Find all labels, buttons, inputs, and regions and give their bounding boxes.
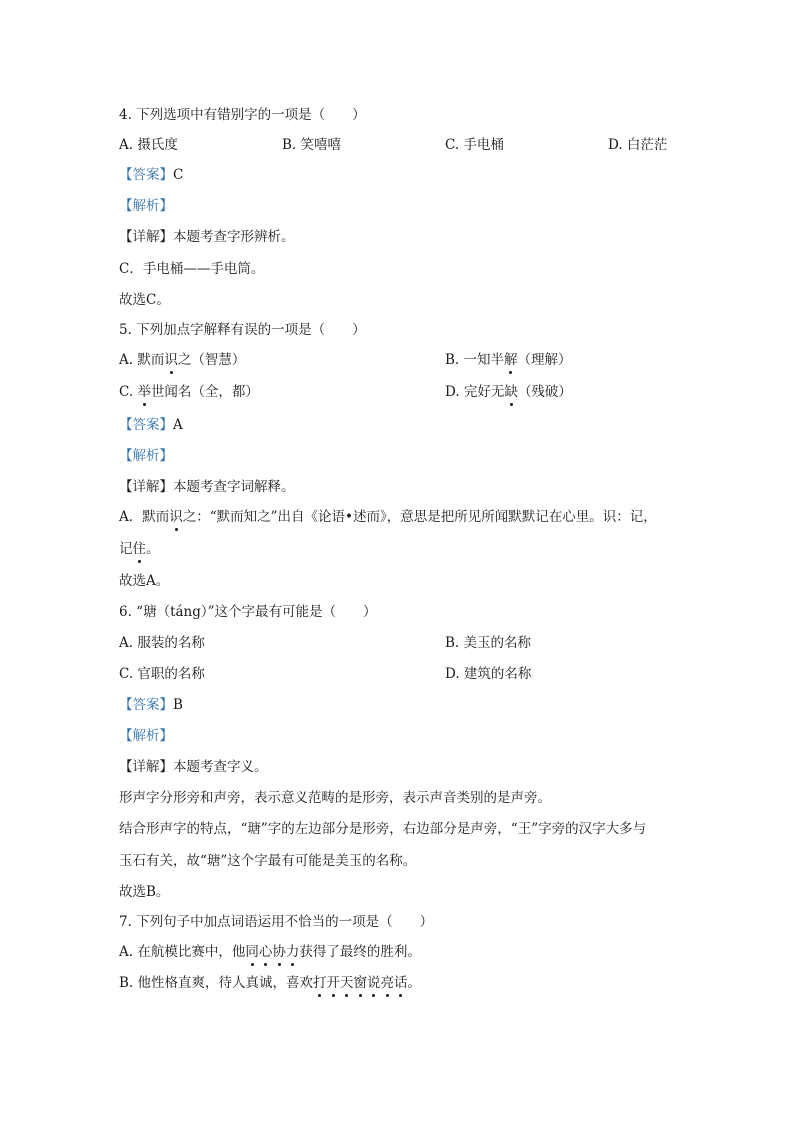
emphasis-dot-char: 解 bbox=[504, 352, 518, 368]
q6-option-d: D. 建筑的名称 bbox=[445, 666, 532, 682]
q6-analysis-tag: 【解析】 bbox=[119, 728, 173, 744]
q5-option-c: C. 举世闻名（全，都） bbox=[119, 384, 259, 400]
emphasis-dot-char: 力 bbox=[285, 944, 300, 960]
q6-answer bbox=[119, 696, 183, 714]
answer-tag: 【答案】 bbox=[119, 697, 173, 713]
q4-analysis-tag: 【解析】 bbox=[119, 198, 173, 214]
q5-answer bbox=[119, 416, 183, 434]
emphasis-dot-char: 缺 bbox=[504, 384, 518, 400]
emphasis-dot-char: 住 bbox=[132, 541, 146, 557]
detail-tag: 【详解】 bbox=[119, 229, 173, 245]
emphasis-dot-char: 亮 bbox=[380, 975, 395, 991]
emphasis-dot-char: 识 bbox=[164, 352, 178, 368]
emphasis-dot-char: 协 bbox=[272, 944, 286, 960]
q6-explanation-line1: 形声字分形旁和声旁，表示意义范畴的是形旁，表示声音类别的是声旁。 bbox=[119, 790, 551, 806]
q6-detail bbox=[119, 758, 268, 776]
emphasis-dot-char: 举 bbox=[137, 384, 151, 400]
q4-detail bbox=[119, 228, 295, 246]
emphasis-dot-char: 同 bbox=[245, 944, 259, 960]
answer-value: A bbox=[173, 417, 183, 433]
emphasis-dot-char: 天 bbox=[340, 975, 354, 991]
detail-text: 本题考查字义。 bbox=[173, 759, 268, 775]
q6-option-b: B. 美玉的名称 bbox=[445, 635, 532, 651]
q7-option-a: A. 在航模比赛中，他同心协力获得了最终的胜利。 bbox=[119, 944, 421, 960]
q5-explanation-line1: A．默而识之：“默而知之”出自《论语•述而》，意思是把所见所闻默默记在心里。识：记， bbox=[119, 509, 657, 525]
emphasis-dot-char: 心 bbox=[258, 944, 273, 960]
q4-conclusion: 故选C。 bbox=[119, 292, 170, 308]
q4-option-b: B. 笑嘻嘻 bbox=[282, 137, 342, 153]
q5-conclusion: 故选A。 bbox=[119, 573, 170, 589]
answer-value: B bbox=[173, 697, 183, 713]
emphasis-dot-char: 开 bbox=[326, 975, 341, 991]
q5-option-d: D. 完好无缺（残破） bbox=[445, 384, 572, 400]
emphasis-dot-char: 打 bbox=[313, 975, 327, 991]
q5-option-b: B. 一知半解（理解） bbox=[445, 352, 572, 368]
emphasis-dot-char: 话 bbox=[394, 975, 408, 991]
q5-analysis-tag: 【解析】 bbox=[119, 448, 173, 464]
answer-tag: 【答案】 bbox=[119, 167, 173, 183]
answer-tag: 【答案】 bbox=[119, 417, 173, 433]
q4-option-a: A. 摄氏度 bbox=[119, 137, 178, 153]
q5-explanation-line2: 记住。 bbox=[119, 541, 160, 557]
q6-explanation-line2: 结合形声字的特点，“瑭”字的左边部分是形旁，右边部分是声旁，“王”字旁的汉字大多与 bbox=[119, 821, 647, 837]
q5-detail bbox=[119, 478, 295, 496]
q4-option-c: C. 手电桶 bbox=[445, 137, 504, 153]
q4-explanation: C．手电桶——手电筒。 bbox=[119, 261, 265, 277]
emphasis-dot-char: 窗 bbox=[353, 975, 368, 991]
emphasis-dot-char: 识 bbox=[169, 509, 183, 525]
q6-explanation-line3: 玉石有关，故“瑭”这个字最有可能是美玉的名称。 bbox=[119, 853, 417, 869]
q5-stem: 5. 下列加点字解释有误的一项是（ ） bbox=[119, 322, 366, 338]
detail-tag: 【详解】 bbox=[119, 479, 173, 495]
q6-conclusion: 故选B。 bbox=[119, 884, 170, 900]
q7-option-b: B. 他性格直爽，待人真诚，喜欢打开天窗说亮话。 bbox=[119, 975, 422, 991]
answer-value: C bbox=[173, 167, 184, 183]
detail-text: 本题考查字形辨析。 bbox=[173, 229, 295, 245]
q4-stem: 4. 下列选项中有错别字的一项是（ ） bbox=[119, 107, 366, 123]
detail-text: 本题考查字词解释。 bbox=[173, 479, 295, 495]
q6-option-c: C. 官职的名称 bbox=[119, 666, 205, 682]
q5-option-a: A. 默而识之（智慧） bbox=[119, 352, 246, 368]
q4-answer bbox=[119, 166, 183, 184]
q4-option-d: D. 白茫茫 bbox=[608, 137, 668, 153]
q6-stem: 6. “瑭（táng）”这个字最有可能是（ ） bbox=[119, 604, 377, 620]
q6-option-a: A. 服装的名称 bbox=[119, 635, 205, 651]
detail-tag: 【详解】 bbox=[119, 759, 173, 775]
emphasis-dot-char: 说 bbox=[367, 975, 381, 991]
q7-stem: 7. 下列句子中加点词语运用不恰当的一项是（ ） bbox=[119, 914, 434, 930]
